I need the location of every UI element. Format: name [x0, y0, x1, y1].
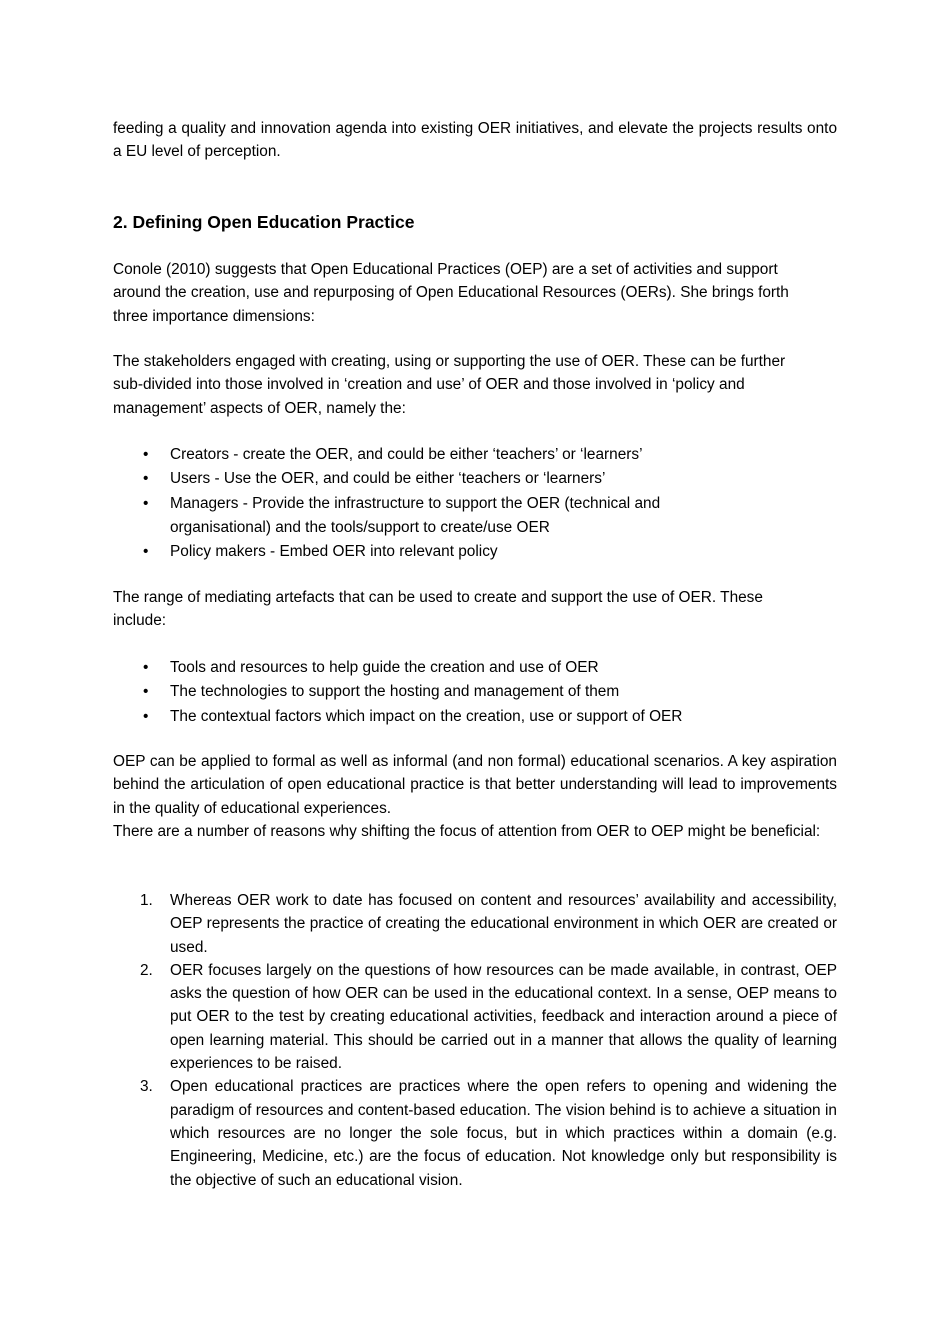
- reasons-list: [113, 889, 837, 1192]
- list-item: • Tools and resources to help guide the creation and use of OER: [113, 656, 837, 680]
- list-item: • Creators - create the OER, and could be either ‘teachers’ or ‘learners’: [113, 443, 837, 467]
- stakeholder-list: [113, 443, 837, 564]
- paragraph-stakeholders: The stakeholders engaged with creating, using or supporting the use of OER. These can be further sub-divided into those involved in ‘creation and use’ of OER and those involved in ‘policy and management’ aspects of OER, namely the:: [113, 353, 786, 417]
- bullet-icon: •: [143, 683, 149, 701]
- bullet-icon: •: [143, 707, 149, 725]
- artefact-list: [113, 656, 837, 729]
- list-item: • Users - Use the OER, and could be either ‘teachers or ‘learners’: [113, 467, 837, 491]
- list-item: • Managers - Provide the infrastructure to support the OER (technical and organisational) and the tools/support to create/use OER: [113, 492, 837, 541]
- paragraph-reasons-intro: There are a number of reasons why shifting the focus of attention from OER to OEP might be beneficial:: [113, 823, 821, 840]
- bullet-icon: •: [143, 470, 149, 488]
- list-item: • Policy makers - Embed OER into relevant policy: [113, 540, 837, 564]
- bullet-icon: •: [143, 494, 149, 512]
- list-item: • The contextual factors which impact on the creation, use or support of OER: [113, 705, 837, 729]
- bullet-icon: •: [143, 446, 149, 463]
- list-item: 2. OER focuses largely on the questions of how resources can be made available, in contrast, OEP asks the question of how OER can be used in the educational context. In a sense, OEP means to put OER to the test by creating educational activities, feedback and interaction around a piece of open learning material. This should be carried out in a manner that allows the quality of learning experiences to be raised.: [140, 961, 837, 1073]
- list-item: 1. Whereas OER work to date has focused on content and resources’ availability and accessibility, OEP represents the practice of creating the educational environment in which OER are created or used.: [140, 892, 837, 956]
- paragraph-artefacts: The range of mediating artefacts that can be used to create and support the use of OER. These include:: [113, 589, 763, 630]
- bullet-icon: •: [143, 659, 149, 676]
- intro-paragraph: feeding a quality and innovation agenda into existing OER initiatives, and elevate the projects results onto a EU level of perception.: [113, 120, 837, 161]
- list-item: 3. Open educational practices are practices where the open refers to opening and widening the paradigm of resources and content-based education. The vision behind is to achieve a situation in which resources are no longer the sole focus, but in which practices within a domain (e.g. Engineering, Medicine, etc.) are the focus of education. Not knowledge only but responsibility is the objective of such an educational vision.: [140, 1078, 837, 1189]
- paragraph-oep-definition: Conole (2010) suggests that Open Educational Practices (OEP) are a set of activities and support around the creation, use and repurposing of Open Educational Resources (OERs). She brings forth three importance dimensions:: [113, 261, 789, 325]
- bullet-icon: •: [143, 543, 149, 561]
- paragraph-oep-scenarios: OEP can be applied to formal as well as informal (and non formal) educational scenarios. A key aspiration behind the articulation of open educational practice is that better understanding will lead to improvements in the quality of educational experiences.: [113, 753, 837, 817]
- section-heading: 2. Defining Open Education Practice: [113, 212, 415, 232]
- list-item: • The technologies to support the hosting and management of them: [113, 680, 837, 704]
